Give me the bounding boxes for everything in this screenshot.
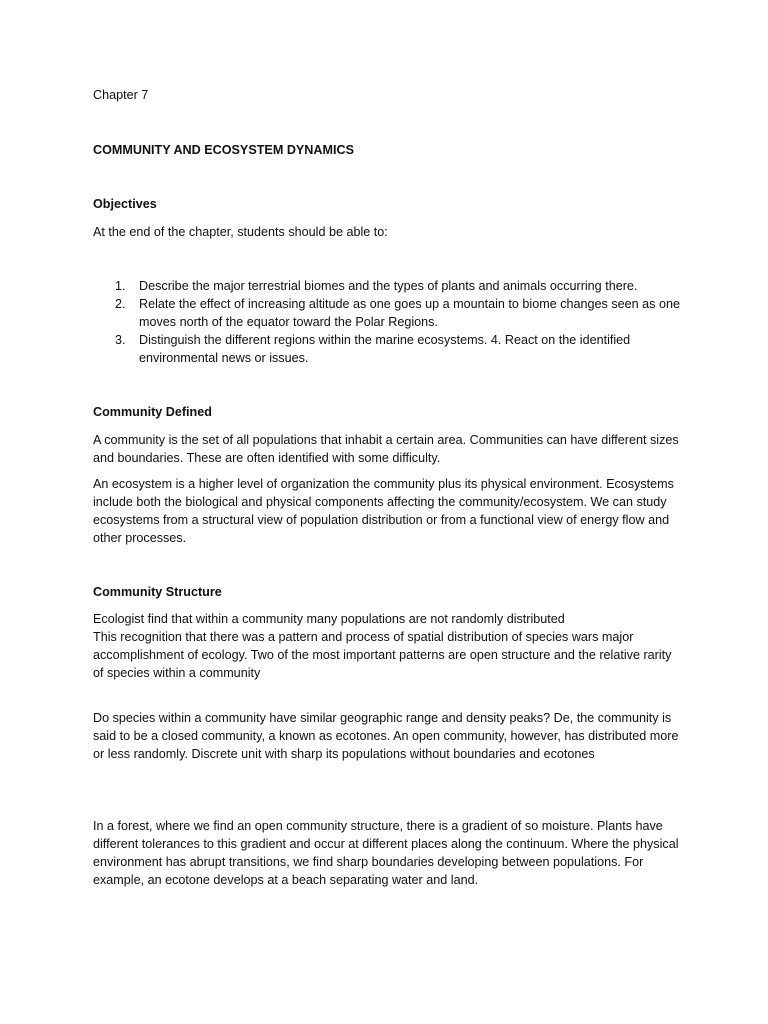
objective-item [93,331,683,367]
objective-item [93,277,683,295]
community-defined-heading: Community Defined [93,405,212,419]
objective-text: Distinguish the different regions within the marine ecosystems. 4. React on the identified environmental news or issues. [139,333,631,365]
objectives-list [93,277,683,367]
chapter-title: COMMUNITY AND ECOSYSTEM DYNAMICS [93,143,354,157]
objective-number: 3. [115,333,126,347]
community-structure-paragraph-1 [93,610,683,682]
objective-text: Relate the effect of increasing altitude as one goes up a mountain to biome changes seen as one moves north of the equator toward the Polar Regions. [139,297,680,329]
community-structure-paragraph-3: In a forest, where we find an open community structure, there is a gradient of so moisture. Plants have different tolerances to this gradient and occur at different places along the continuum. Where the physical environment has abrupt transitions, we find sharp boundaries developing between populations. For example, an ecotone develops at a beach separating water and land. [93,819,679,887]
objective-item [93,295,683,331]
objective-number: 1. [115,279,126,293]
community-structure-heading: Community Structure [93,585,222,599]
community-defined-paragraph-1: A community is the set of all populations that inhabit a certain area. Communities can have different sizes and boundaries. These are often identified with some difficulty. [93,433,679,465]
objectives-intro: At the end of the chapter, students should be able to: [93,225,388,239]
chapter-label: Chapter 7 [93,88,149,102]
community-structure-paragraph-2: Do species within a community have similar geographic range and density peaks? De, the community is said to be a closed community, a known as ecotones. An open community, however, has distributed more or less randomly. Discrete unit with sharp its populations without boundaries and ecotones [93,711,679,761]
objective-text: Describe the major terrestrial biomes and the types of plants and animals occurring there. [139,279,638,293]
community-structure-paragraph-1-line-1: Ecologist find that within a community many populations are not randomly distributed [93,612,565,626]
community-defined-paragraph-2: An ecosystem is a higher level of organization the community plus its physical environment. Ecosystems include both the biological and physical components affecting the community/ecosystem. We can study ecosystems from a structural view of population distribution or from a functional view of energy flow and other processes. [93,477,674,545]
community-structure-paragraph-1-line-2: This recognition that there was a pattern and process of spatial distribution of species wars major accomplishment of ecology. Two of the most important patterns are open structure and the relative rarity of species within a community [93,630,672,680]
objectives-heading: Objectives [93,197,157,211]
objective-number: 2. [115,297,126,311]
